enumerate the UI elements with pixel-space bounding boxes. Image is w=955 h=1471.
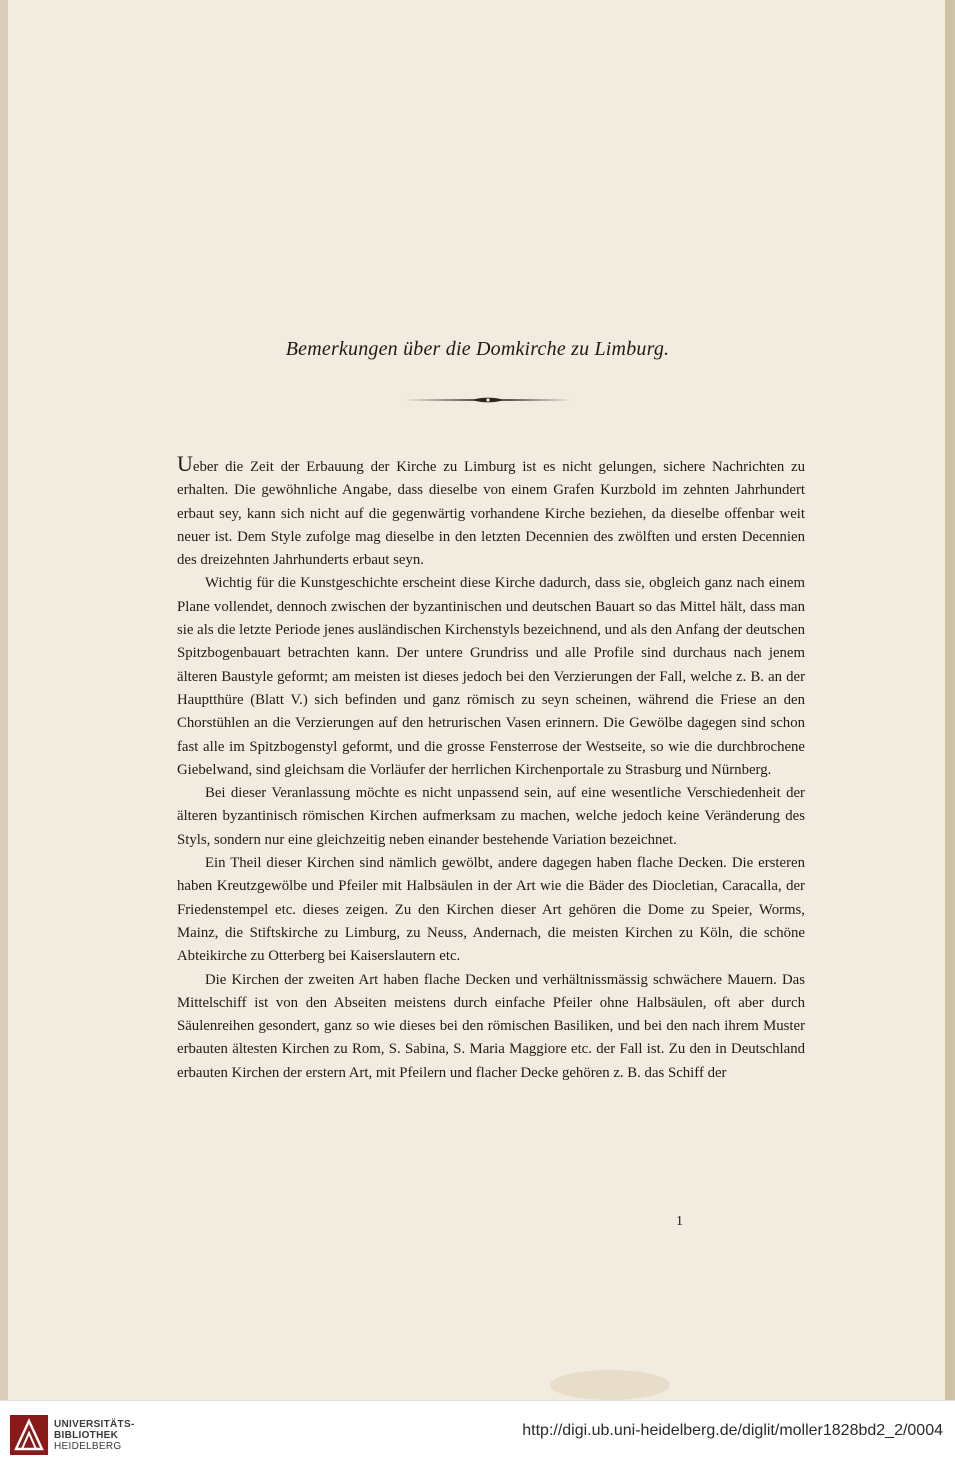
- library-name-line: UNIVERSITÄTS-: [54, 1419, 135, 1430]
- paragraph: Ein Theil dieser Kirchen sind nämlich gewölbt, andere dagegen haben flache Decken. Die ersteren haben Kreutzgewölbe und Pfeiler mit Halbsäulen in der Art wie die Bäder des Diocletian, Caracalla, der Friedenstempel etc. dieses zeigen. Zu den Kirchen dieser Art gehören die Dome zu Speier, Worms, Mainz, die Stiftskirche zu Limburg, zu Neuss, Andernach, die meisten Kirchen zu Köln, die schöne Abteikirche zu Otterberg bei Kaiserslautern etc.: [177, 855, 805, 965]
- page-edge-right: [945, 0, 955, 1400]
- page-number: 1: [676, 1214, 683, 1229]
- page-title: Bemerkungen über die Domkirche zu Limburg.: [285, 338, 670, 360]
- library-name-line: BIBLIOTHEK: [54, 1430, 119, 1441]
- paragraph: Wichtig für die Kunstgeschichte erscheint diese Kirche dadurch, dass sie, obgleich ganz nach einem Plane vollendet, dennoch zwischen der byzantinischen und deutschen Bauart so das Mittel hält, dass man sie als die letzte Periode jenes ausländischen Kirchenstyls bezeichnend, und als den Anfang der deutschen Spitzbogenbauart betrachten kann. Der untere Grundriss und alle Profile sind durchaus nach jenem älteren Baustyle geformt; am meisten ist dieses jedoch bei den Verzierungen der Fall, welche z. B. an der Hauptthüre (Blatt V.) sich befinden und ganz römisch zu seyn scheinen, während die Friese an den Chorstühlen an die Verzierungen auf den hetrurischen Vasen erinnern. Die Gewölbe dagegen sind schon fast alle im Spitzbogenstyl geformt, und die grosse Fensterrose der Westseite, so wie die durchbrochene Giebelwand, sind gleichsam die Vorläufer der herrlichen Kirchenportale zu Strasburg und Nürnberg.: [177, 575, 805, 778]
- paragraph: Die Kirchen der zweiten Art haben flache Decken und verhältnissmässig schwächere Mauern. Das Mittelschiff ist von den Abseiten meistens durch einfache Pfeiler ohne Halbsäulen, oft aber durch Säulenreihen gesondert, ganz so wie dieses bei den römischen Basiliken, und bei den nach ihrem Muster erbauten ältesten Kirchen zu Rom, S. Sabina, S. Maria Maggiore etc. der Fall ist. Zu den in Deutschland erbauten Kirchen der erstern Art, mit Pfeilern und flacher Decke gehören z. B. das Schiff der: [177, 971, 805, 1081]
- body-text: [177, 452, 805, 1085]
- paragraph: Bei dieser Veranlassung möchte es nicht unpassend sein, auf eine wesentliche Verschiedenheit der älteren byzantinisch römischen Kirchen aufmerksam zu machen, welche jedoch keine Veränderung des Styls, sondern nur eine gleichzeitig neben einander bestehende Variation bezeichnet.: [177, 785, 805, 848]
- library-name-line: HEIDELBERG: [54, 1441, 122, 1452]
- document-url[interactable]: http://digi.ub.uni-heidelberg.de/diglit/moller1828bd2_2/0004: [522, 1422, 943, 1439]
- paragraph: Ueber die Zeit der Erbauung der Kirche zu Limburg ist es nicht gelungen, sichere Nachrichten zu erhalten. Die gewöhnliche Angabe, dass dieselbe von einem Grafen Kurzbold im zehnten Jahrhundert erbaut sey, kann sich nicht auf die gegenwärtig vorhandene Kirche beziehen, da dieselbe offenbar weit neuer ist. Dem Style zufolge mag dieselbe in den letzten Decennien des zwölften und ersten Decennien des dreizehnten Jahrhunderts erbaut seyn.: [177, 451, 805, 569]
- paper-stain: [550, 1370, 670, 1400]
- digitization-footer: [0, 1400, 955, 1471]
- page-edge-left: [0, 0, 8, 1400]
- university-library-logo-icon[interactable]: [10, 1415, 48, 1455]
- ornamental-rule: [404, 396, 572, 404]
- library-name[interactable]: [54, 1419, 135, 1452]
